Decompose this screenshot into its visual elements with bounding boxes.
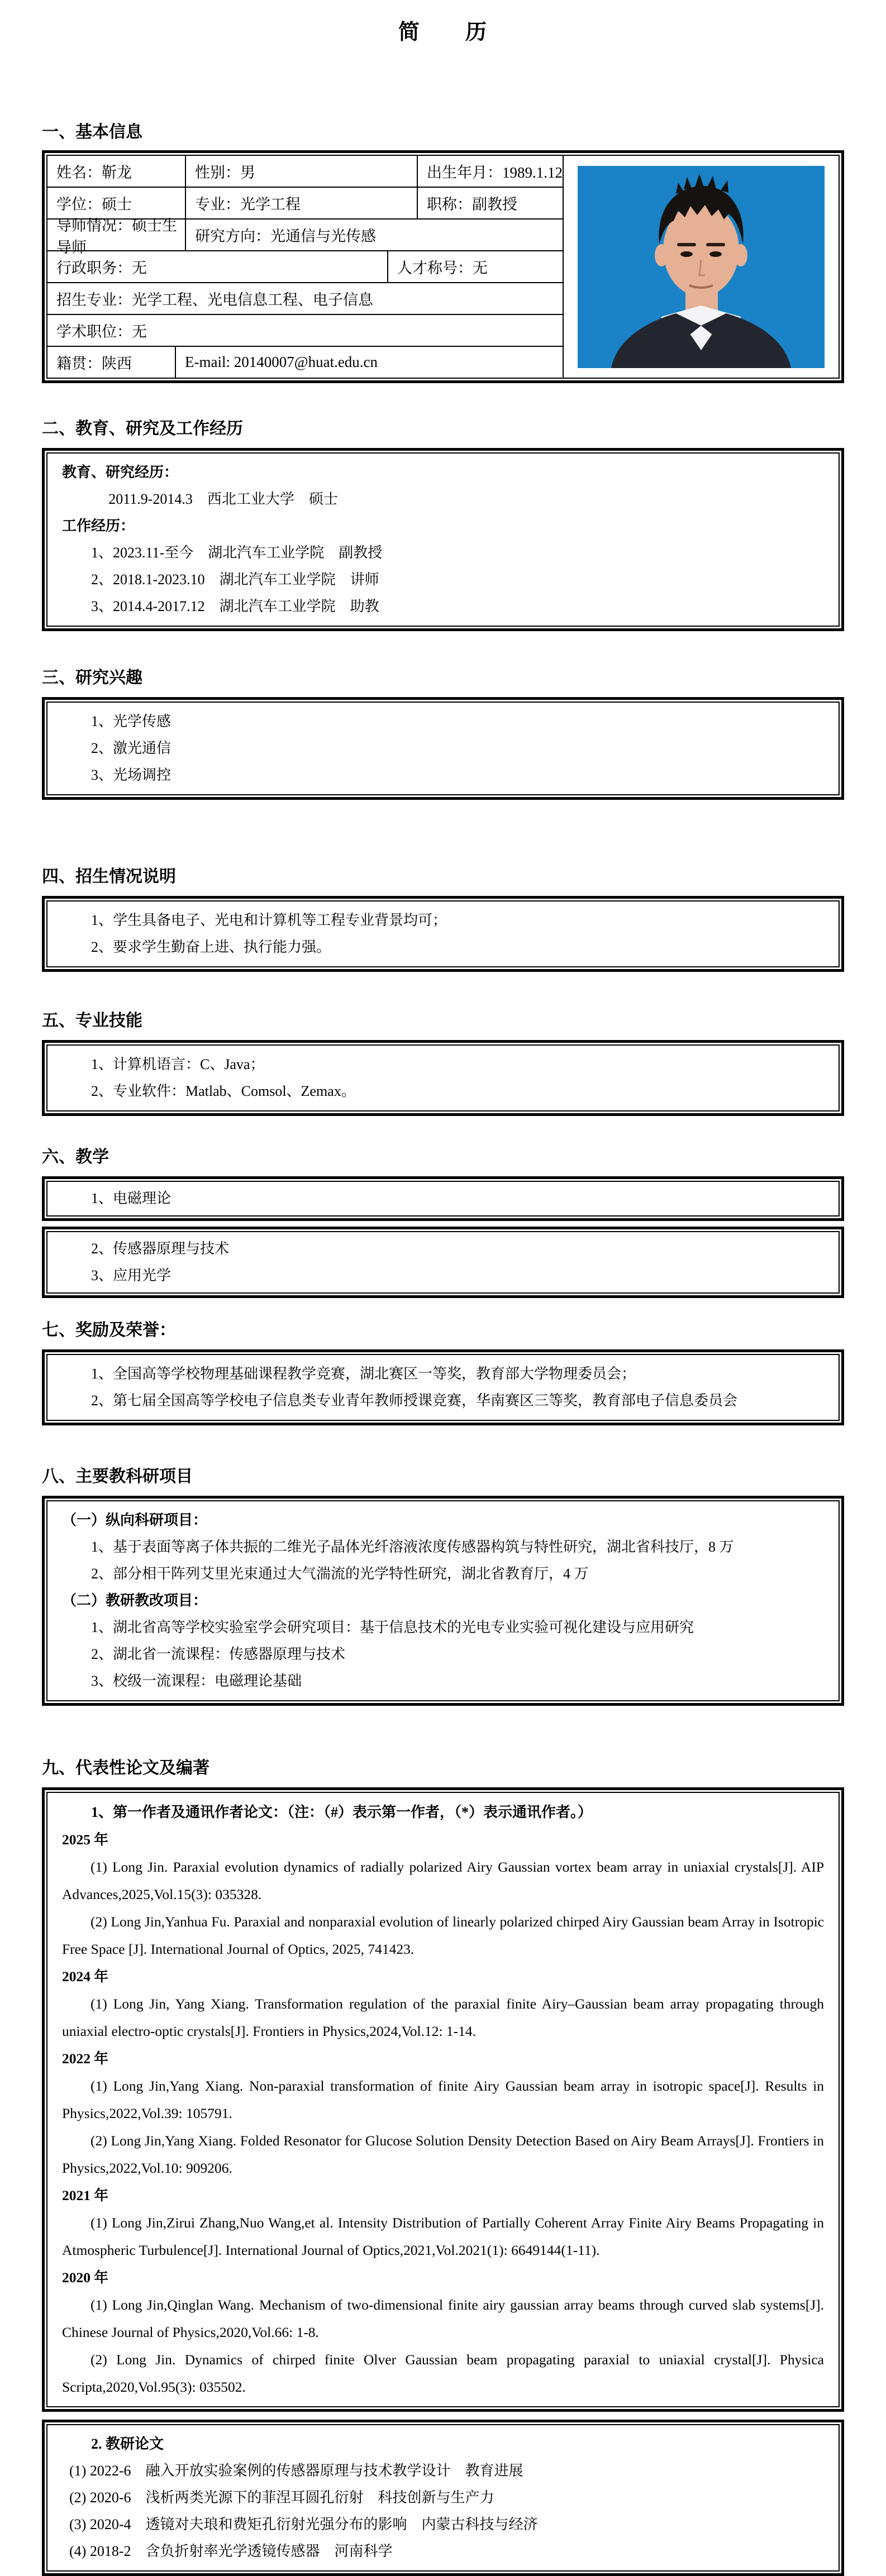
list-item: 2、湖北省一流课程：传感器原理与技术 bbox=[91, 1646, 346, 1662]
section-heading-admission-notes: 四、招生情况说明 bbox=[42, 867, 176, 886]
teaching-box-2 bbox=[42, 1227, 844, 1298]
teaching-papers-box bbox=[42, 2420, 844, 2576]
origin-cell: 籍贯：陕西 bbox=[47, 347, 176, 378]
paper-entry: (3) 2020-4 透镜对夫琅和费矩孔衍射光强分布的影响 内蒙古科技与经济 bbox=[69, 2516, 538, 2532]
list-item: 2011.9-2014.3 西北工业大学 硕士 bbox=[108, 491, 338, 507]
major-cell: 专业：光学工程 bbox=[186, 188, 418, 218]
list-item: 1、光学传感 bbox=[91, 713, 172, 729]
year-label: 2025 年 bbox=[62, 1831, 108, 1848]
list-item: 1、湖北省高等学校实验室学会研究项目：基于信息技术的光电专业实验可视化建设与应用研究 bbox=[91, 1619, 694, 1635]
list-item: 2、第七届全国高等学校电子信息类专业青年教师授课竞赛，华南赛区三等奖，教育部电子信息委员会 bbox=[91, 1392, 738, 1409]
skills-box bbox=[42, 1040, 844, 1116]
list-item: 2、部分相干阵列艾里光束通过大气湍流的光学特性研究，湖北省教育厅，4 万 bbox=[91, 1566, 589, 1582]
admission-notes-box bbox=[42, 896, 844, 972]
email-cell: E-mail: 20140007@huat.edu.cn bbox=[185, 354, 378, 370]
section-heading-projects: 八、主要教科研项目 bbox=[42, 1467, 193, 1486]
list-item: 1、2023.11-至今 湖北汽车工业学院 副教授 bbox=[91, 545, 383, 561]
section-heading-research-interests: 三、研究兴趣 bbox=[42, 669, 142, 687]
photo-cell bbox=[563, 156, 839, 378]
list-item: 1、计算机语言：C、Java； bbox=[91, 1056, 265, 1072]
academic-post-cell: 学术职位：无 bbox=[56, 323, 147, 340]
experience-box bbox=[42, 448, 844, 631]
degree-cell: 学位：硕士 bbox=[47, 188, 186, 218]
list-item: 3、2014.4-2017.12 湖北汽车工业学院 助教 bbox=[91, 598, 379, 614]
research-interests-box bbox=[42, 697, 844, 800]
list-item: 3、应用光学 bbox=[91, 1267, 172, 1284]
paper-entry: (1) Long Jin, Yang Xiang. Transformation regulation of the paraxial finite Airy–Gaussian beam array propagating through uniaxial electro-optic crystals[J]. Frontiers in Physics,2024,Vol.12: 1-14. bbox=[62, 1996, 824, 2039]
list-item: 3、光场调控 bbox=[91, 767, 172, 783]
page-title: 简 历 bbox=[398, 21, 488, 44]
section-heading-basic-info: 一、基本信息 bbox=[42, 123, 142, 141]
year-label: 2024 年 bbox=[62, 1968, 108, 1985]
year-label: 2020 年 bbox=[62, 2269, 108, 2286]
research-direction-cell: 研究方向：光通信与光传感 bbox=[195, 228, 376, 245]
list-item: 1、基于表面等离子体共振的二维光子晶体光纤溶液浓度传感器构筑与特性研究，湖北省科技厅，8 万 bbox=[91, 1539, 734, 1555]
teaching-papers-subheading: 2. 教研论文 bbox=[91, 2436, 164, 2452]
section-heading-teaching: 六、教学 bbox=[42, 1148, 109, 1166]
paper-entry: (4) 2018-2 含负折射率光学透镜传感器 河南科学 bbox=[69, 2543, 393, 2559]
paper-entry: (2) Long Jin,Yang Xiang. Folded Resonator for Glucose Solution Density Detection Based on Airy Beam Arrays[J]. Frontiers in Physics,2022,Vol.10: 909206. bbox=[62, 2133, 824, 2176]
projects-box bbox=[42, 1496, 844, 1706]
paper-entry: (1) Long Jin. Paraxial evolution dynamics of radially polarized Airy Gaussian vortex beam array in uniaxial crystals[J]. AIP Advances,2025,Vol.15(3): 035328. bbox=[62, 1859, 824, 1902]
paper-entry: (1) Long Jin,Zirui Zhang,Nuo Wang,et al. Intensity Distribution of Partially Coherent Array Finite Airy Beams Propagating in Atmospheric Turbulence[J]. International Journal of Optics,2021,Vol.2021(1): 6649144(1-11). bbox=[62, 2215, 824, 2258]
list-item: 工作经历： bbox=[62, 518, 135, 534]
publications-box bbox=[42, 1787, 844, 2412]
list-item: 1、电磁理论 bbox=[91, 1190, 172, 1206]
paper-entry: (1) 2022-6 融入开放实验案例的传感器原理与技术教学设计 教育进展 bbox=[69, 2463, 523, 2479]
list-item: 3、校级一流课程：电磁理论基础 bbox=[91, 1673, 302, 1689]
gender-cell: 性别：男 bbox=[186, 156, 418, 187]
paper-entry: (1) Long Jin,Qinglan Wang. Mechanism of two-dimensional finite airy gaussian array beams through curved slab systems[J]. Chinese Journal of Physics,2020,Vol.66: 1-8. bbox=[62, 2297, 824, 2340]
publications-subheading: 1、第一作者及通讯作者论文：（注：（#）表示第一作者，（*）表示通讯作者。） bbox=[91, 1804, 593, 1820]
portrait-photo bbox=[578, 166, 825, 368]
teaching-box-1 bbox=[42, 1176, 844, 1221]
birthdate-cell: 出生年月：1989.1.12 bbox=[427, 164, 563, 181]
section-heading-publications: 九、代表性论文及编著 bbox=[42, 1759, 209, 1777]
list-item: 2、专业软件：Matlab、Comsol、Zemax。 bbox=[91, 1083, 356, 1099]
table-row bbox=[47, 251, 563, 283]
list-item: 2、传感器原理与技术 bbox=[91, 1241, 230, 1257]
talent-title-cell: 人才称号：无 bbox=[397, 260, 488, 276]
basic-info-table bbox=[47, 156, 839, 378]
paper-entry: (2) 2020-6 浅析两类光源下的菲涅耳圆孔衍射 科技创新与生产力 bbox=[69, 2489, 494, 2506]
table-row bbox=[47, 315, 563, 347]
year-label: 2021 年 bbox=[62, 2187, 108, 2203]
list-item: 2、2018.1-2023.10 湖北汽车工业学院 讲师 bbox=[91, 571, 379, 588]
admin-post-cell: 行政职务：无 bbox=[47, 251, 388, 282]
table-row bbox=[47, 283, 563, 315]
awards-box bbox=[42, 1349, 844, 1425]
enroll-major-cell: 招生专业：光学工程、光电信息工程、电子信息 bbox=[56, 292, 373, 308]
mentor-cell: 导师情况：硕士生导师 bbox=[47, 220, 186, 250]
table-row bbox=[47, 347, 563, 378]
title-cell: 职称：副教授 bbox=[427, 196, 517, 213]
list-item: 教育、研究经历： bbox=[62, 464, 179, 480]
section-heading-awards: 七、奖励及荣誉： bbox=[42, 1321, 176, 1339]
name-cell: 姓名：靳龙 bbox=[47, 156, 186, 187]
resume-page bbox=[0, 15, 886, 2576]
paper-entry: (2) Long Jin,Yanhua Fu. Paraxial and nonparaxial evolution of linearly polarized chirped Airy Gaussian beam Array in Isotropic Free Space [J]. International Journal of Optics, 2025, 741423. bbox=[62, 1914, 824, 1957]
list-item: （一）纵向科研项目： bbox=[62, 1512, 208, 1528]
list-item: 1、全国高等学校物理基础课程教学竞赛，湖北赛区一等奖，教育部大学物理委员会； bbox=[91, 1366, 636, 1382]
list-item: （二）教研教改项目： bbox=[62, 1592, 208, 1609]
list-item: 2、激光通信 bbox=[91, 740, 172, 756]
table-row bbox=[47, 217, 563, 256]
list-item: 1、学生具备电子、光电和计算机等工程专业背景均可； bbox=[91, 912, 447, 928]
section-heading-skills: 五、专业技能 bbox=[42, 1012, 142, 1030]
year-label: 2022 年 bbox=[62, 2050, 108, 2067]
section-heading-experience: 二、教育、研究及工作经历 bbox=[42, 419, 243, 438]
table-row bbox=[47, 156, 563, 188]
basic-info-box bbox=[42, 150, 844, 383]
paper-entry: (1) Long Jin,Yang Xiang. Non-paraxial transformation of finite Airy Gaussian beam array in isotropic space[J]. Results in Physics,2022,Vol.39: 105791. bbox=[62, 2078, 824, 2121]
list-item: 2、要求学生勤奋上进、执行能力强。 bbox=[91, 939, 331, 955]
paper-entry: (2) Long Jin. Dynamics of chirped finite Olver Gaussian beam propagating paraxial to uniaxial crystal[J]. Physica Scripta,2020,Vol.95(3): 035502. bbox=[62, 2351, 824, 2395]
